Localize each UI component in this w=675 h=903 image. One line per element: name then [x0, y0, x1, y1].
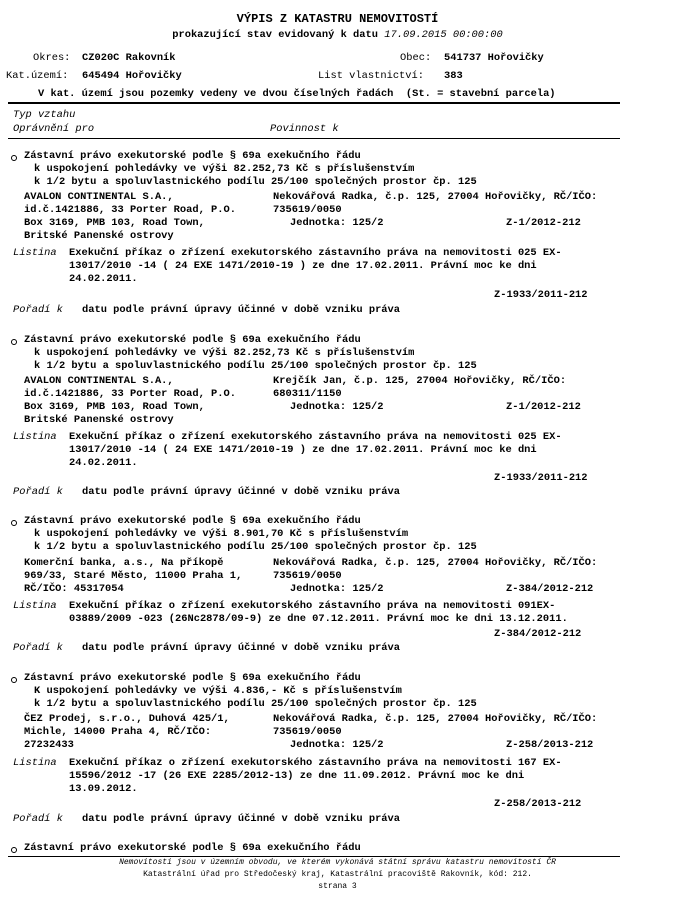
poradi-label: Pořadí k	[13, 642, 63, 654]
entry-claim: k uspokojení pohledávky ve výši 82.252,73 Kč s příslušenstvím	[34, 347, 415, 359]
creditor-line: Michle, 14000 Praha 4, RČ/IČO:	[24, 726, 212, 738]
creditor-line: AVALON CONTINENTAL S.A.,	[24, 375, 174, 387]
listina-text: Exekuční příkaz o zřízení exekutorského zástavního práva na nemovitosti 025 EX-	[69, 431, 562, 443]
debtor-id: 680311/1150	[273, 388, 342, 400]
obec-value: 541737 Hořovičky	[444, 52, 544, 64]
entry-subject: k 1/2 bytu a spoluvlastnického podílu 25/100 společných prostor čp. 125	[34, 541, 477, 553]
footer-office: Katastrální úřad pro Středočeský kraj, Katastrální pracoviště Rakovník, kód: 212.	[143, 870, 532, 879]
unit: Jednotka: 125/2	[290, 217, 384, 229]
creditor-line: ČEZ Prodej, s.r.o., Duhová 425/1,	[24, 713, 230, 725]
listina-text: 03889/2009 -023 (26Nc2878/09-9) ze dne 07.12.2011. Právní moc ke dni 13.12.2011.	[69, 613, 568, 625]
entry-title: Zástavní právo exekutorské podle § 69a exekučního řádu	[24, 515, 361, 527]
listina-text: 15596/2012 -17 (26 EXE 2285/2012-13) ze dne 11.09.2012. Právní moc ke dni	[69, 770, 525, 782]
creditor-line: RČ/IČO: 45317054	[24, 583, 124, 595]
okres-value: CZ020C Rakovník	[82, 52, 176, 64]
okres-label: Okres:	[33, 52, 71, 64]
kat-uzemi-value: 645494 Hořovičky	[82, 70, 182, 82]
column-opravneni-pro: Oprávnění pro	[13, 123, 95, 135]
debtor-id: 735619/0050	[273, 570, 342, 582]
poradi-text: datu podle právní úpravy účinné v době vzniku práva	[82, 642, 401, 654]
list-vlastnictvi-label: List vlastnictví:	[318, 70, 425, 82]
entry-reference: Z-1/2012-212	[506, 217, 581, 229]
bullet-icon	[11, 847, 17, 853]
poradi-text: datu podle právní úpravy účinné v době vzniku práva	[82, 813, 401, 825]
entry-subject: k 1/2 bytu a spoluvlastnického podílu 25/100 společných prostor čp. 125	[34, 698, 477, 710]
listina-label: Listina	[13, 600, 57, 612]
footer-divider	[8, 856, 620, 857]
poradi-text: datu podle právní úpravy účinné v době vzniku práva	[82, 304, 401, 316]
unit: Jednotka: 125/2	[290, 739, 384, 751]
creditor-line: Box 3169, PMB 103, Road Town,	[24, 217, 205, 229]
listina-text: 13017/2010 -14 ( 24 EXE 1471/2010-19 ) ze dne 17.02.2011. Právní moc ke dni	[69, 260, 537, 272]
listina-text: 24.02.2011.	[69, 457, 138, 469]
list-vlastnictvi-value: 383	[444, 70, 463, 82]
listina-text: Exekuční příkaz o zřízení exekutorského zástavního práva na nemovitosti 025 EX-	[69, 247, 562, 259]
document-subtitle	[0, 29, 675, 42]
creditor-line: AVALON CONTINENTAL S.A.,	[24, 191, 174, 203]
poradi-label: Pořadí k	[13, 304, 63, 316]
listina-text: 24.02.2011.	[69, 273, 138, 285]
debtor-name: Nekovářová Radka, č.p. 125, 27004 Hořovičky, RČ/IČO:	[273, 191, 598, 203]
header-divider	[8, 102, 620, 104]
listina-text: 13017/2010 -14 ( 24 EXE 1471/2010-19 ) ze dne 17.02.2011. Právní moc ke dni	[69, 444, 537, 456]
entry-reference: Z-1/2012-212	[506, 401, 581, 413]
subtitle-date: 17.09.2015 00:00:00	[384, 29, 503, 41]
subtitle-prefix: prokazující stav evidovaný k datu	[172, 29, 379, 41]
creditor-line: Britské Panenské ostrovy	[24, 230, 174, 242]
debtor-name: Nekovářová Radka, č.p. 125, 27004 Hořovičky, RČ/IČO:	[273, 557, 598, 569]
listina-label: Listina	[13, 247, 57, 259]
bullet-icon	[11, 520, 17, 526]
entry-reference: Z-384/2012-212	[506, 583, 594, 595]
creditor-line: id.č.1421886, 33 Porter Road, P.O.	[24, 388, 237, 400]
entry-title: Zástavní právo exekutorské podle § 69a exekučního řádu	[24, 334, 361, 346]
entry-subject: k 1/2 bytu a spoluvlastnického podílu 25/100 společných prostor čp. 125	[34, 176, 477, 188]
bullet-icon	[11, 339, 17, 345]
listina-label: Listina	[13, 757, 57, 769]
listina-reference: Z-384/2012-212	[494, 628, 582, 640]
poradi-label: Pořadí k	[13, 813, 63, 825]
obec-label: Obec:	[400, 52, 432, 64]
listina-text: 13.09.2012.	[69, 783, 138, 795]
entry-subject: k 1/2 bytu a spoluvlastnického podílu 25/100 společných prostor čp. 125	[34, 360, 477, 372]
debtor-name: Krejčík Jan, č.p. 125, 27004 Hořovičky, RČ/IČO:	[273, 375, 567, 387]
creditor-line: Komerční banka, a.s., Na příkopě	[24, 557, 224, 569]
listina-reference: Z-1933/2011-212	[494, 472, 588, 484]
poradi-text: datu podle právní úpravy účinné v době vzniku práva	[82, 486, 401, 498]
poradi-label: Pořadí k	[13, 486, 63, 498]
creditor-line: id.č.1421886, 33 Porter Road, P.O.	[24, 204, 237, 216]
entry-claim: k uspokojení pohledávky ve výši 8.901,70 Kč s příslušenstvím	[34, 528, 409, 540]
listina-reference: Z-1933/2011-212	[494, 289, 588, 301]
unit: Jednotka: 125/2	[290, 583, 384, 595]
listina-label: Listina	[13, 431, 57, 443]
entry-reference: Z-258/2013-212	[506, 739, 594, 751]
kat-uzemi-label: Kat.území:	[6, 70, 69, 82]
columns-divider	[8, 138, 620, 139]
creditor-line: 27232433	[24, 739, 74, 751]
creditor-line: Britské Panenské ostrovy	[24, 414, 174, 426]
unit: Jednotka: 125/2	[290, 401, 384, 413]
listina-text: Exekuční příkaz o zřízení exekutorského zástavního práva na nemovitosti 167 EX-	[69, 757, 562, 769]
entry-claim: k uspokojení pohledávky ve výši 82.252,73 Kč s příslušenstvím	[34, 163, 415, 175]
footer-jurisdiction: Nemovitosti jsou v územním obvodu, ve kterém vykonává státní správu katastru nemovitostí ČR	[119, 858, 556, 867]
column-typ-vztahu: Typ vztahu	[13, 109, 76, 121]
debtor-id: 735619/0050	[273, 204, 342, 216]
entry-title: Zástavní právo exekutorské podle § 69a exekučního řádu	[24, 842, 361, 854]
creditor-line: Box 3169, PMB 103, Road Town,	[24, 401, 205, 413]
column-povinnost-k: Povinnost k	[270, 123, 339, 135]
listina-reference: Z-258/2013-212	[494, 798, 582, 810]
bullet-icon	[11, 677, 17, 683]
parcel-series-note: V kat. území jsou pozemky vedeny ve dvou číselných řadách (St. = stavební parcela)	[38, 88, 556, 100]
creditor-line: 969/33, Staré Město, 11000 Praha 1,	[24, 570, 243, 582]
document-title: VÝPIS Z KATASTRU NEMOVITOSTÍ	[236, 12, 439, 26]
listina-text: Exekuční příkaz o zřízení exekutorského zástavního práva na nemovitosti 091EX-	[69, 600, 556, 612]
debtor-id: 735619/0050	[273, 726, 342, 738]
debtor-name: Nekovářová Radka, č.p. 125, 27004 Hořovičky, RČ/IČO:	[273, 713, 598, 725]
entry-title: Zástavní právo exekutorské podle § 69a exekučního řádu	[24, 150, 361, 162]
bullet-icon	[11, 155, 17, 161]
entry-claim: K uspokojení pohledávky ve výši 4.836,- Kč s příslušenstvím	[34, 685, 402, 697]
page-number: strana 3	[318, 882, 357, 891]
entry-title: Zástavní právo exekutorské podle § 69a exekučního řádu	[24, 672, 361, 684]
